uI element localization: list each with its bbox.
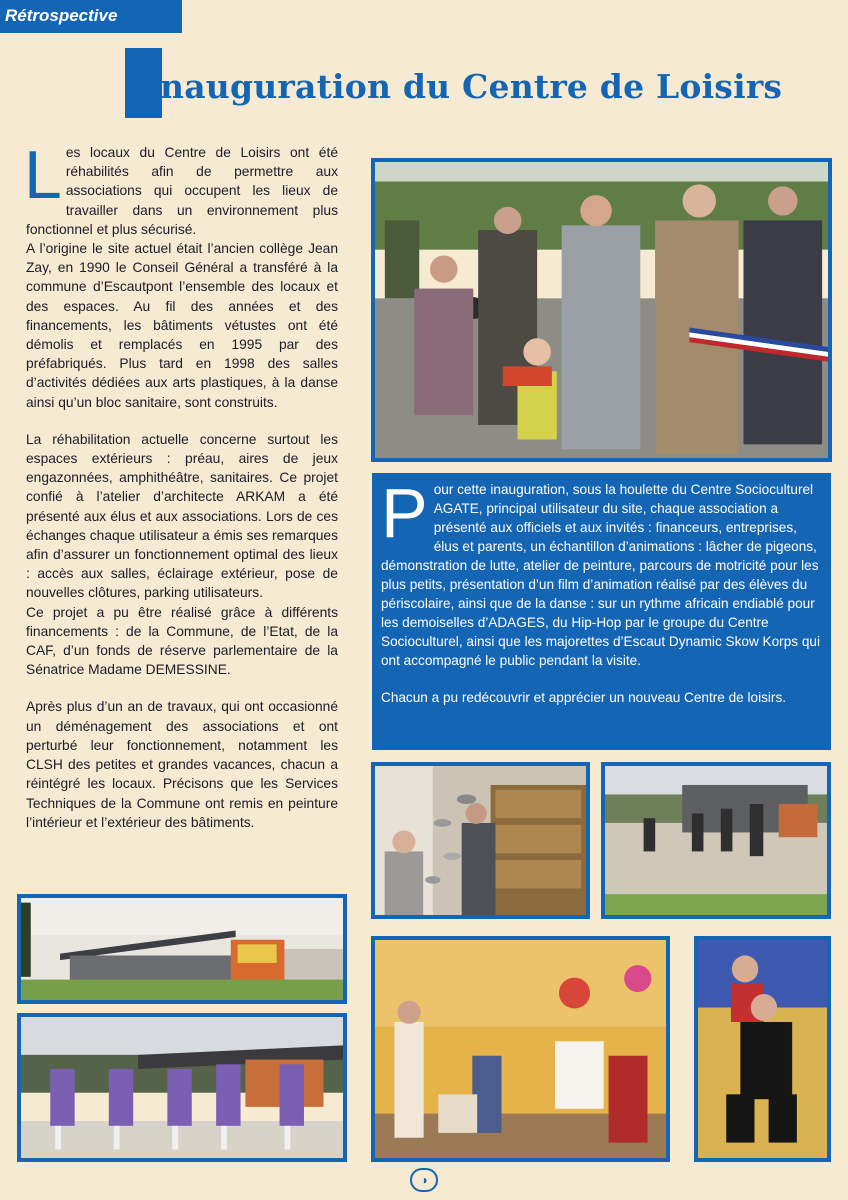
photo-wrestling-demo — [694, 936, 831, 1162]
dropcap-p: P — [381, 474, 428, 552]
section-tag: Rétrospective — [0, 0, 182, 33]
article-left-column — [24, 137, 338, 850]
photo-building-exterior — [17, 894, 347, 1004]
paragraph-history: A l’origine le site actuel était l’ancien collège Jean Zay, en 1990 le Conseil Général a transféré à la commune d’Escautpont l’ensemble des locaux et des espaces. Au fil des années et des financements, les bâtiments vétustes ont été démolis et remplacés en 1995 par des préfabriqués. Plus tard en 1998 des salles d’activités dédiées aux arts plastiques, à la danse ainsi qu’un bloc sanitaire, sont construits. — [26, 241, 338, 410]
animations-box — [372, 473, 831, 750]
paragraph-intro: Les locaux du Centre de Loisirs ont été réhabilités afin de permettre aux associations qui occupent les lieux de travailler dans un environnement plus fonctionnel et plus sécurisé. — [24, 137, 338, 237]
paragraph-works: Après plus d’un an de travaux, qui ont occasionné un déménagement des associations et ont perturbé leur fonctionnement, notamment les CLSH des petites et grandes vacances, chacun a réintégré les locaux. Précisons que les Services Techniques de la Commune ont remis en peinture l’intérieur et l’extérieur des bâtiments. — [26, 699, 338, 830]
photo-pigeon-release — [371, 762, 590, 919]
paragraph-inauguration: Pour cette inauguration, sous la houlette du Centre Socioculturel AGATE, principal utilisateur du site, chaque association a présenté aux officiels et aux invités : financeurs, entreprises, élus et parents, un échantillon d’animations : lâcher de pigeons, démonstration de lutte, atelier de peinture, parcours de motricité pour les plus petits, présentation d’un film d’animation réalisé par des élèves du périscolaire, ainsi que de la danse : sur un rythme africain endiablé pour les demoiselles d’ADAGES, du Hip-Hop par le groupe du Centre Socioculturel, ainsi que les majorettes d’Escaut Dynamic Skow Korps qui ont accompagné le public pendant la visite. — [381, 474, 820, 668]
paragraph-conclusion: Chacun a pu redécouvrir et apprécier un nouveau Centre de loisirs. — [381, 690, 787, 705]
photo-ribbon-cutting — [371, 158, 832, 462]
paragraph-financing: Ce projet a pu être réalisé grâce à différents financements : de la Commune, de l’Etat, de la CAF, d’un fonds de réserve parlementaire de la Sénatrice Madame DEMESSINE. — [26, 604, 338, 678]
title-initial-block — [125, 48, 162, 118]
photo-outdoor-dance — [601, 762, 831, 919]
page-title — [160, 67, 782, 106]
title-text: nauguration du Centre de Loisirs — [160, 67, 783, 106]
photo-majorettes — [17, 1013, 347, 1162]
photo-painting-workshop — [371, 936, 670, 1162]
dropcap-l: L — [24, 137, 62, 213]
page-number-badge: ◑ — [410, 1168, 438, 1192]
paragraph-rehabilitation: La réhabilitation actuelle concerne surtout les espaces extérieurs : préau, aires de jeux engazonnées, amphithéâtre, sanitaires. Ce projet confié à l’atelier d’architecte ARKAM a été présenté aux élus et aux associations. Lors de ces échanges chaque utilisateur a émis ses remarques afin d’assurer un fonctionnement optimal des lieux : accès aux salles, éclairage extérieur, pose de nouvelles clôtures, parking utilisateurs. — [26, 431, 338, 601]
